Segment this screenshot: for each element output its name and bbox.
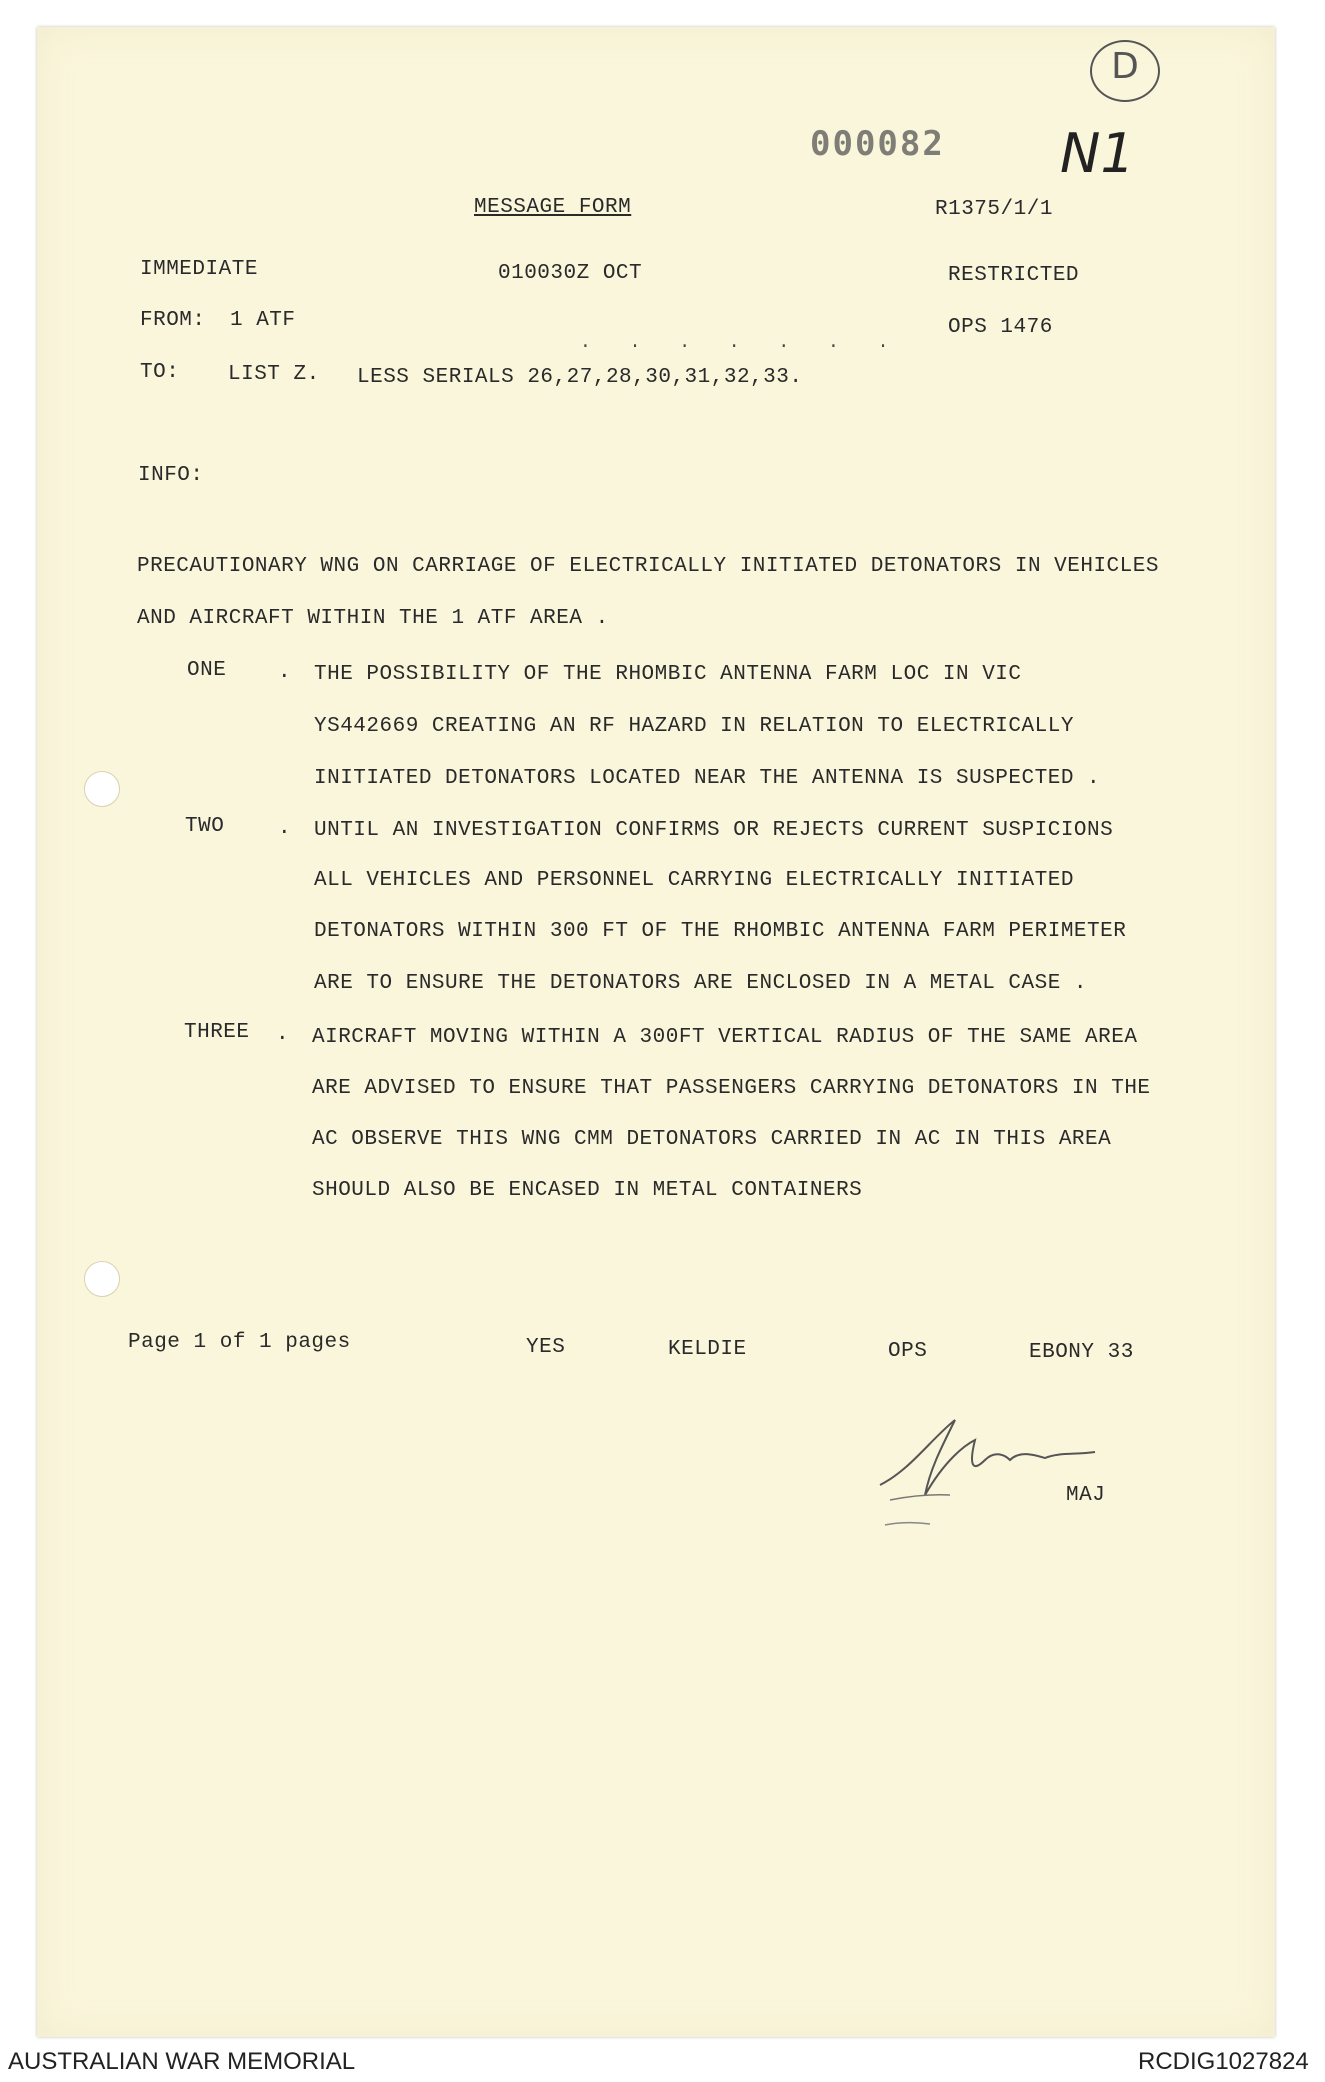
form-title: MESSAGE FORM — [474, 196, 632, 219]
para-three-line-3: AC OBSERVE THIS WNG CMM DETONATORS CARRIED IN AC IN THIS AREA — [312, 1128, 1112, 1151]
para-label-one: ONE — [187, 659, 227, 682]
yes-mark: YES — [526, 1336, 566, 1359]
date-time-group: 010030Z OCT — [498, 262, 643, 285]
from-value: 1 ATF — [230, 309, 296, 332]
to-less-serials: LESS SERIALS 26,27,28,30,31,32,33. — [357, 366, 803, 389]
originator-section: OPS — [888, 1340, 928, 1363]
precedence: IMMEDIATE — [140, 258, 258, 281]
para-dot-two: . — [278, 817, 292, 840]
punch-hole-top — [84, 771, 120, 807]
para-label-three: THREE — [184, 1021, 250, 1044]
classification: RESTRICTED — [948, 264, 1080, 287]
ops-reference: OPS 1476 — [948, 316, 1053, 339]
originator-name: KELDIE — [668, 1338, 747, 1361]
to-label: TO: — [140, 361, 180, 384]
stamp-number: 000082 — [810, 124, 945, 164]
archive-credit: AUSTRALIAN WAR MEMORIAL — [8, 2048, 356, 2075]
page-count: Page 1 of 1 pages — [128, 1331, 351, 1354]
file-reference: R1375/1/1 — [935, 198, 1053, 221]
para-three-line-4: SHOULD ALSO BE ENCASED IN METAL CONTAINERS — [312, 1179, 863, 1202]
info-label: INFO: — [138, 464, 204, 487]
para-two-line-3: DETONATORS WITHIN 300 FT OF THE RHOMBIC ANTENNA FARM PERIMETER — [314, 920, 1127, 943]
para-two-line-1: UNTIL AN INVESTIGATION CONFIRMS OR REJECTS CURRENT SUSPICIONS — [314, 819, 1114, 842]
to-value: LIST Z. — [228, 363, 320, 386]
punch-hole-bottom — [84, 1261, 120, 1297]
officer-rank: MAJ — [1066, 1484, 1106, 1507]
para-dot-three: . — [276, 1023, 290, 1046]
para-two-line-4: ARE TO ENSURE THE DETONATORS ARE ENCLOSED IN A METAL CASE . — [314, 972, 1088, 995]
para-three-line-1: AIRCRAFT MOVING WITHIN A 300FT VERTICAL RADIUS OF THE SAME AREA — [312, 1026, 1138, 1049]
from-label: FROM: — [140, 309, 206, 332]
intro-line-1: PRECAUTIONARY WNG ON CARRIAGE OF ELECTRICALLY INITIATED DETONATORS IN VEHICLES — [137, 555, 1159, 578]
message-reference: EBONY 33 — [1029, 1341, 1134, 1364]
circled-letter: D — [1090, 40, 1160, 102]
para-two-line-2: ALL VEHICLES AND PERSONNEL CARRYING ELECTRICALLY INITIATED — [314, 869, 1074, 892]
intro-line-2: AND AIRCRAFT WITHIN THE 1 ATF AREA . — [137, 607, 609, 630]
archive-id: RCDIG1027824 — [1138, 2048, 1309, 2075]
handwritten-reference: N1 — [1060, 122, 1135, 185]
para-three-line-2: ARE ADVISED TO ENSURE THAT PASSENGERS CARRYING DETONATORS IN THE — [312, 1077, 1151, 1100]
para-one-line-2: YS442669 CREATING AN RF HAZARD IN RELATION TO ELECTRICALLY — [314, 715, 1074, 738]
para-label-two: TWO — [185, 815, 225, 838]
signature-icon — [870, 1400, 1170, 1530]
para-one-line-1: THE POSSIBILITY OF THE RHOMBIC ANTENNA FARM LOC IN VIC — [314, 663, 1022, 686]
dotted-rule: · · · · · · · — [580, 337, 903, 357]
para-dot-one: . — [278, 661, 292, 684]
para-one-line-3: INITIATED DETONATORS LOCATED NEAR THE ANTENNA IS SUSPECTED . — [314, 767, 1101, 790]
